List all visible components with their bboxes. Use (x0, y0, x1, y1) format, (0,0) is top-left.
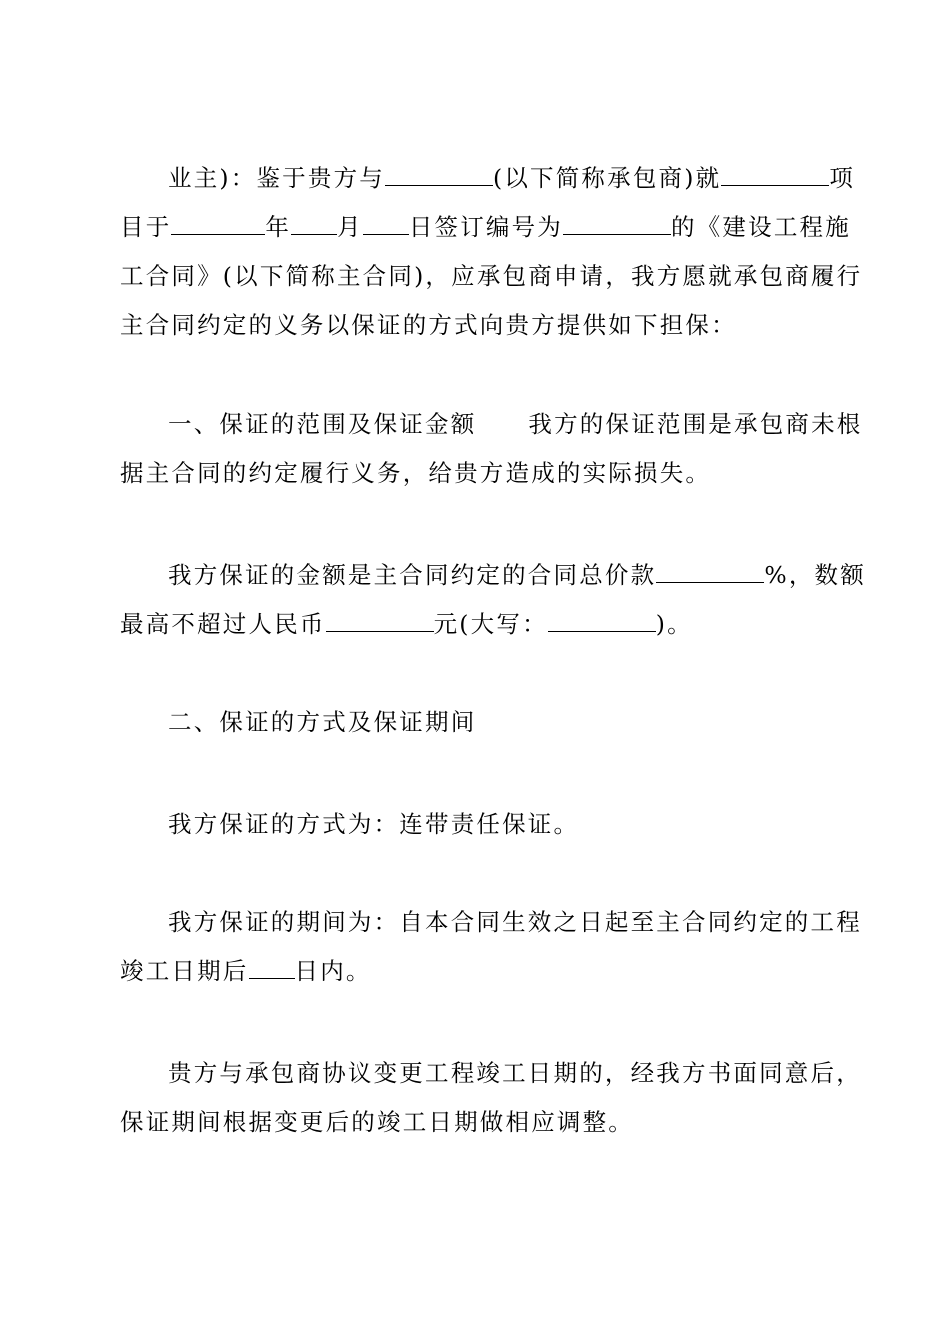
intro-line-1 (120, 154, 856, 203)
amount-line-1 (120, 551, 866, 600)
change-paragraph (120, 1049, 862, 1147)
section-2-paragraph (120, 698, 832, 747)
amount-text: 我方保证的金额是主合同约定的合同总价款 (168, 561, 657, 589)
intro-text: 业主)：鉴于贵方与 (168, 164, 385, 192)
intro-text: 目于 (120, 213, 172, 241)
blank-field (563, 212, 671, 235)
intro-line-4: 主合同约定的义务以保证的方式向贵方提供如下担保： (120, 311, 737, 339)
period-line-1: 我方保证的期间为：自本合同生效之日起至主合同约定的工程 (168, 908, 862, 936)
period-line-2 (120, 947, 832, 996)
amount-text: 元(大写： (433, 610, 548, 638)
section-1-line-1 (120, 400, 863, 449)
intro-line-3: 工合同》(以下简称主合同)，应承包商申请，我方愿就承包商履行 (120, 262, 863, 290)
section-1-paragraph (120, 400, 863, 498)
amount-paragraph (120, 551, 866, 649)
method-paragraph (120, 800, 832, 849)
intro-text: 年 (265, 213, 292, 241)
blank-field (249, 956, 295, 979)
amount-line-2 (120, 600, 832, 649)
section-2-heading: 二、保证的方式及保证期间 (168, 708, 477, 736)
period-text: 日内。 (294, 957, 372, 985)
blank-field (171, 212, 265, 235)
blank-field (721, 163, 829, 186)
intro-paragraph (120, 154, 863, 350)
intro-text: 日签订编号为 (408, 213, 564, 241)
intro-text: 的《建设工程施 (671, 213, 851, 241)
intro-text: 项 (829, 164, 856, 192)
section-1-heading: 一、保证的范围及保证金额 (168, 410, 477, 438)
amount-text: %，数额 (764, 561, 866, 589)
change-line-2: 保证期间根据变更后的竣工日期做相应调整。 (120, 1108, 634, 1136)
period-text: 竣工日期后 (120, 957, 249, 985)
amount-text: )。 (655, 610, 693, 638)
section-1-line-2: 据主合同的约定履行义务，给贵方造成的实际损失。 (120, 459, 712, 487)
change-line-1: 贵方与承包商协议变更工程竣工日期的，经我方书面同意后， (168, 1059, 862, 1087)
blank-field (385, 163, 493, 186)
blank-field (548, 609, 656, 632)
blank-field (326, 609, 434, 632)
intro-text: (以下简称承包商)就 (492, 164, 722, 192)
period-paragraph (120, 898, 862, 996)
amount-text: 最高不超过人民币 (120, 610, 326, 638)
intro-text: 月 (337, 213, 363, 241)
blank-field (363, 212, 409, 235)
section-1-text: 我方的保证范围是承包商未根 (528, 410, 863, 438)
blank-field (656, 560, 764, 583)
blank-field (291, 212, 337, 235)
intro-line-2 (120, 203, 851, 252)
method-text: 我方保证的方式为：连带责任保证。 (168, 810, 580, 838)
